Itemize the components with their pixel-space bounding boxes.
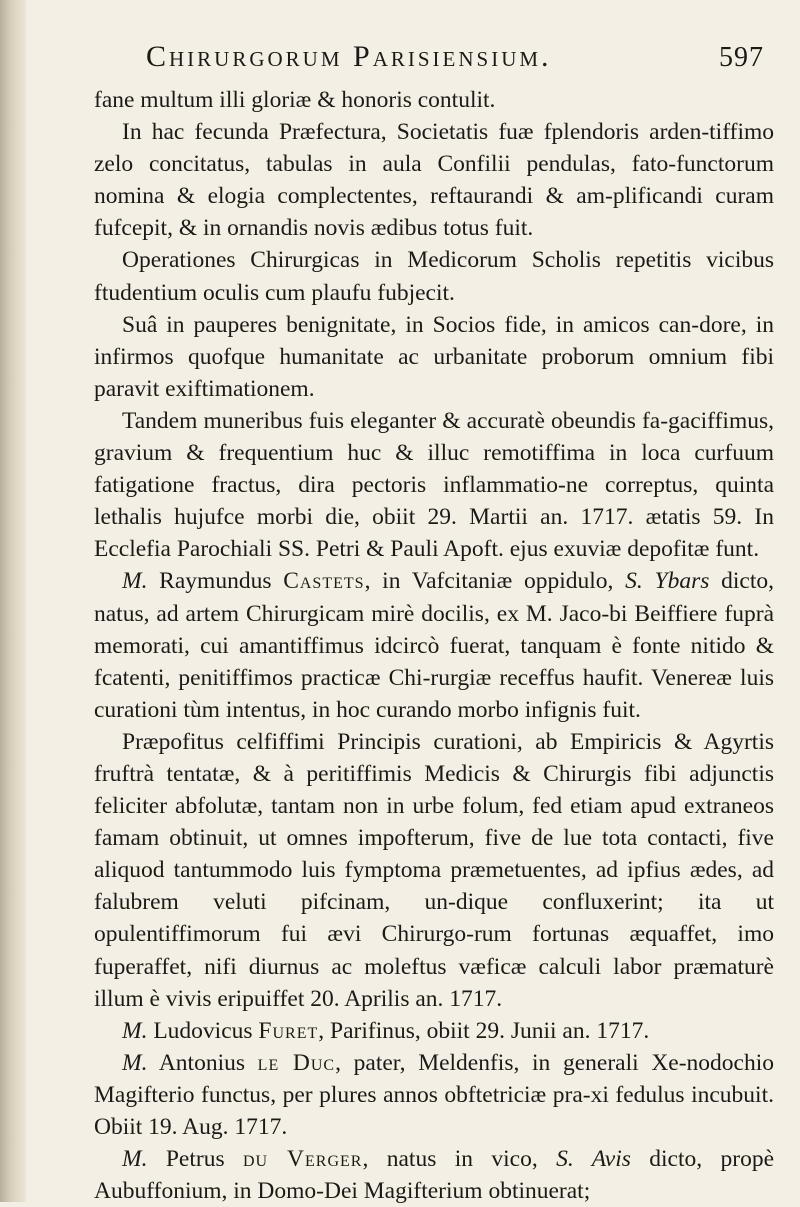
italic-text: S. Ybars	[625, 568, 710, 595]
paragraph	[94, 244, 774, 308]
paragraph	[94, 116, 774, 244]
person-surname: du Verger	[242, 1146, 363, 1173]
paragraph	[94, 726, 774, 1015]
text-segment: Operationes Chirurgicas in Medicorum Scholis repetitis vicibus ftudentium oculis cum plaufu fubjecit.	[94, 247, 774, 306]
person-surname: le Duc	[257, 1049, 336, 1076]
text-segment: , pater, Meldenfis, in generali Xe-nodochio Magifterio functus, per plures annos obftetriciæ pra-xi fedulus incubuit. Obiit 19. Aug. 1717.	[94, 1049, 774, 1140]
running-title: Chirurgorum Parisiensium.	[146, 40, 552, 73]
book-page	[94, 40, 775, 1205]
text-segment: Ludovicus	[147, 1017, 259, 1044]
paragraph	[94, 84, 774, 116]
text-segment: , Parifinus, obiit 29. Junii an. 1717.	[318, 1017, 650, 1044]
text-segment: Præpofitus celfiffimi Principis curationi, ab Empiricis & Agyrtis fruftrà tentatæ, & à peritiffimis Medicis & Chirurgis fibi adjunctis feliciter abfolutæ, tantam non in urbe folum, fed etiam apud extraneos famam obtinuit, ut omnes impofterum, five de lue tota contacti, five aliquod tantummodo luis fymptoma præmetuentes, ad ipfius ædes, ad falubrem veluti pifcinam, un-dique confluxerint; ita ut opulentiffimorum fui ævi Chirurgo-rum fortunas æquaffet, imo fuperaffet, nifi diurnus ac moleftus væficæ calculi labor præmaturè illum è vivis eripuiffet 20. Aprilis an. 1717.	[94, 728, 774, 1012]
italic-text: M.	[122, 1049, 148, 1076]
italic-text: M.	[122, 568, 148, 595]
text-segment: Antonius	[147, 1049, 258, 1076]
body-text	[94, 84, 774, 1207]
text-segment: fane multum illi gloriæ & honoris contulit.	[94, 87, 496, 113]
paragraph	[94, 565, 774, 725]
page-binding-edge	[0, 0, 26, 1202]
text-segment: Petrus	[147, 1146, 243, 1173]
text-segment: Suâ in pauperes benignitate, in Socios fide, in amicos can-dore, in infirmos quofque humanitate ac urbanitate proborum omnium fibi paravit exiftimationem.	[94, 311, 774, 402]
page-header	[146, 40, 764, 80]
text-segment: Raymundus	[147, 568, 284, 595]
text-segment: In hac fecunda Præfectura, Societatis fuæ fplendoris arden-tiffimo zelo concitatus, tabulas in aula Confilii pendulas, fato-functorum nomina & elogia complectentes, reftaurandi & am-plificandi curam fufcepit, & in ornandis novis ædibus totus fuit.	[94, 119, 774, 242]
text-segment: dicto, propè Aubuffonium, in Domo-Dei Magifterium obtinuerat;	[94, 1146, 775, 1205]
paragraph	[94, 1143, 774, 1207]
text-segment: dicto, natus, ad artem Chirurgicam mirè docilis, ex M. Jaco-bi Beiffiere fuprà memorati, cui amantiffimus idcircò fuerat, tanquam è fonte nitido & fcatenti, penitiffimos practicæ Chi-rurgiæ receffus haufit. Venereæ luis curationi tùm intentus, in hoc curando morbo infignis fuit.	[94, 568, 774, 723]
paragraph	[94, 309, 774, 405]
text-segment: , in Vafcitaniæ oppidulo,	[364, 568, 626, 595]
paragraph	[94, 1015, 774, 1047]
paragraph	[94, 405, 774, 565]
text-segment: Tandem muneribus fuis eleganter & accuratè obeundis fa-gaciffimus, gravium & frequentium huc & illuc remotiffima in loca curfuum fatigatione fractus, dira pectoris inflammatio-ne correptus, quinta lethalis hujufce morbi die, obiit 29. Martii an. 1717. ætatis 59. In Ecclefia Parochiali SS. Petri & Pauli Apoft. ejus exuviæ depofitæ funt.	[94, 407, 774, 563]
italic-text: S. Avis	[556, 1146, 631, 1173]
person-surname: Castets	[283, 568, 365, 595]
text-segment: , natus in vico,	[362, 1146, 557, 1173]
paragraph	[94, 1047, 774, 1143]
italic-text: M.	[122, 1146, 148, 1173]
page-number: 597	[719, 42, 764, 73]
person-surname: Furet	[258, 1017, 319, 1044]
italic-text: M.	[122, 1017, 148, 1044]
